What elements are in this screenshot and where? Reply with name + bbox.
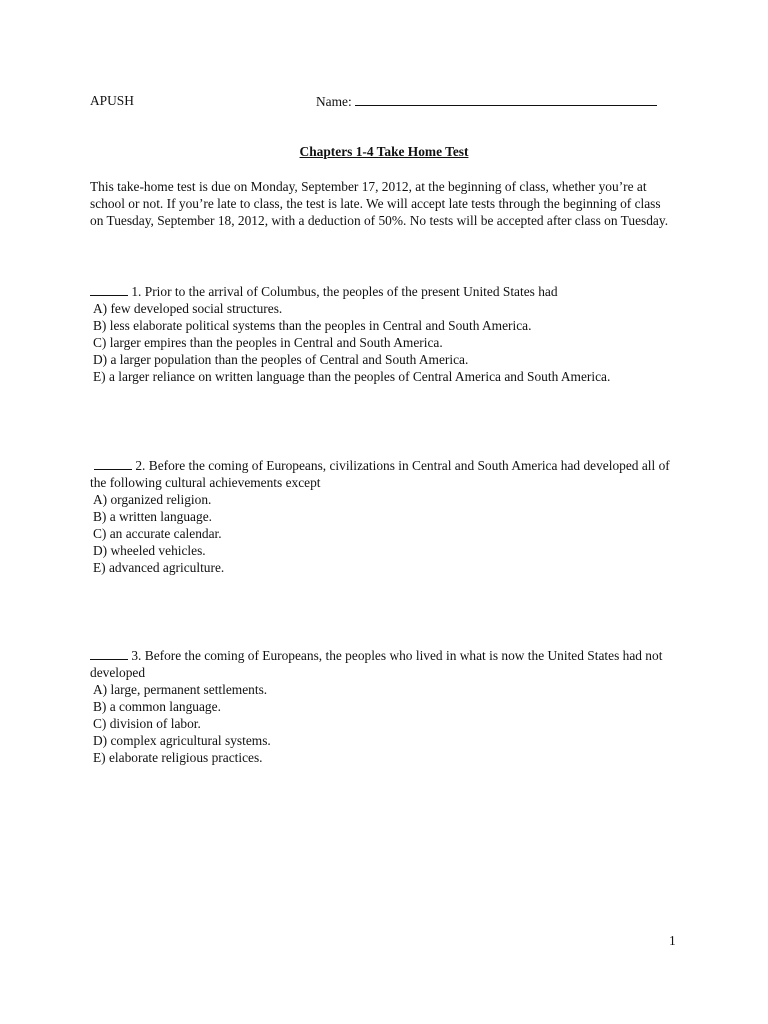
name-field bbox=[316, 92, 657, 110]
answer-option: B) a written language. bbox=[93, 509, 212, 524]
name-label: Name: bbox=[316, 94, 352, 109]
answer-option: D) wheeled vehicles. bbox=[93, 543, 206, 558]
question-prompt: Before the coming of Europeans, civilizations in Central and South America had developed all of the following cultural achievements except bbox=[90, 458, 670, 490]
question-prompt: Before the coming of Europeans, the peoples who lived in what is now the United States had not developed bbox=[90, 648, 663, 680]
question-3 bbox=[90, 646, 675, 766]
course-label: APUSH bbox=[90, 93, 134, 108]
instructions-paragraph: This take-home test is due on Monday, September 17, 2012, at the beginning of class, whether you’re at school or not. If you’re late to class, the test is late. We will accept late tests through the beginning of class on Tuesday, September 18, 2012, with a deduction of 50%. No tests will be accepted after class on Tuesday. bbox=[90, 179, 669, 228]
answer-options bbox=[90, 300, 675, 385]
answer-options bbox=[90, 491, 675, 576]
question-number: 3. bbox=[131, 648, 142, 663]
answer-option: C) an accurate calendar. bbox=[93, 526, 222, 541]
answer-option: C) division of labor. bbox=[93, 716, 201, 731]
question-stem bbox=[90, 282, 675, 300]
answer-option: A) organized religion. bbox=[93, 492, 212, 507]
name-blank-line bbox=[355, 92, 657, 106]
question-stem bbox=[90, 456, 675, 491]
answer-option: A) large, permanent settlements. bbox=[93, 682, 268, 697]
test-title: Chapters 1-4 Take Home Test bbox=[299, 144, 469, 159]
answer-option: B) a common language. bbox=[93, 699, 221, 714]
answer-options bbox=[90, 681, 675, 766]
answer-option: C) larger empires than the peoples in Central and South America. bbox=[93, 335, 443, 350]
answer-option: D) complex agricultural systems. bbox=[93, 733, 271, 748]
question-1 bbox=[90, 282, 675, 385]
question-prompt: Prior to the arrival of Columbus, the peoples of the present United States had bbox=[144, 284, 558, 299]
answer-blank bbox=[90, 282, 128, 296]
page-number: 1 bbox=[669, 933, 676, 948]
answer-option: D) a larger population than the peoples of Central and South America. bbox=[93, 352, 469, 367]
answer-option: E) advanced agriculture. bbox=[93, 560, 225, 575]
question-number: 2. bbox=[135, 458, 146, 473]
answer-blank bbox=[90, 646, 128, 660]
answer-option: E) a larger reliance on written language than the peoples of Central America and South America. bbox=[93, 369, 611, 384]
question-2 bbox=[90, 456, 675, 576]
answer-option: B) less elaborate political systems than the peoples in Central and South America. bbox=[93, 318, 532, 333]
question-number: 1. bbox=[131, 284, 142, 299]
document-header bbox=[90, 92, 680, 109]
question-stem bbox=[90, 646, 675, 681]
answer-blank bbox=[94, 456, 132, 470]
answer-option: A) few developed social structures. bbox=[93, 301, 283, 316]
answer-option: E) elaborate religious practices. bbox=[93, 750, 263, 765]
